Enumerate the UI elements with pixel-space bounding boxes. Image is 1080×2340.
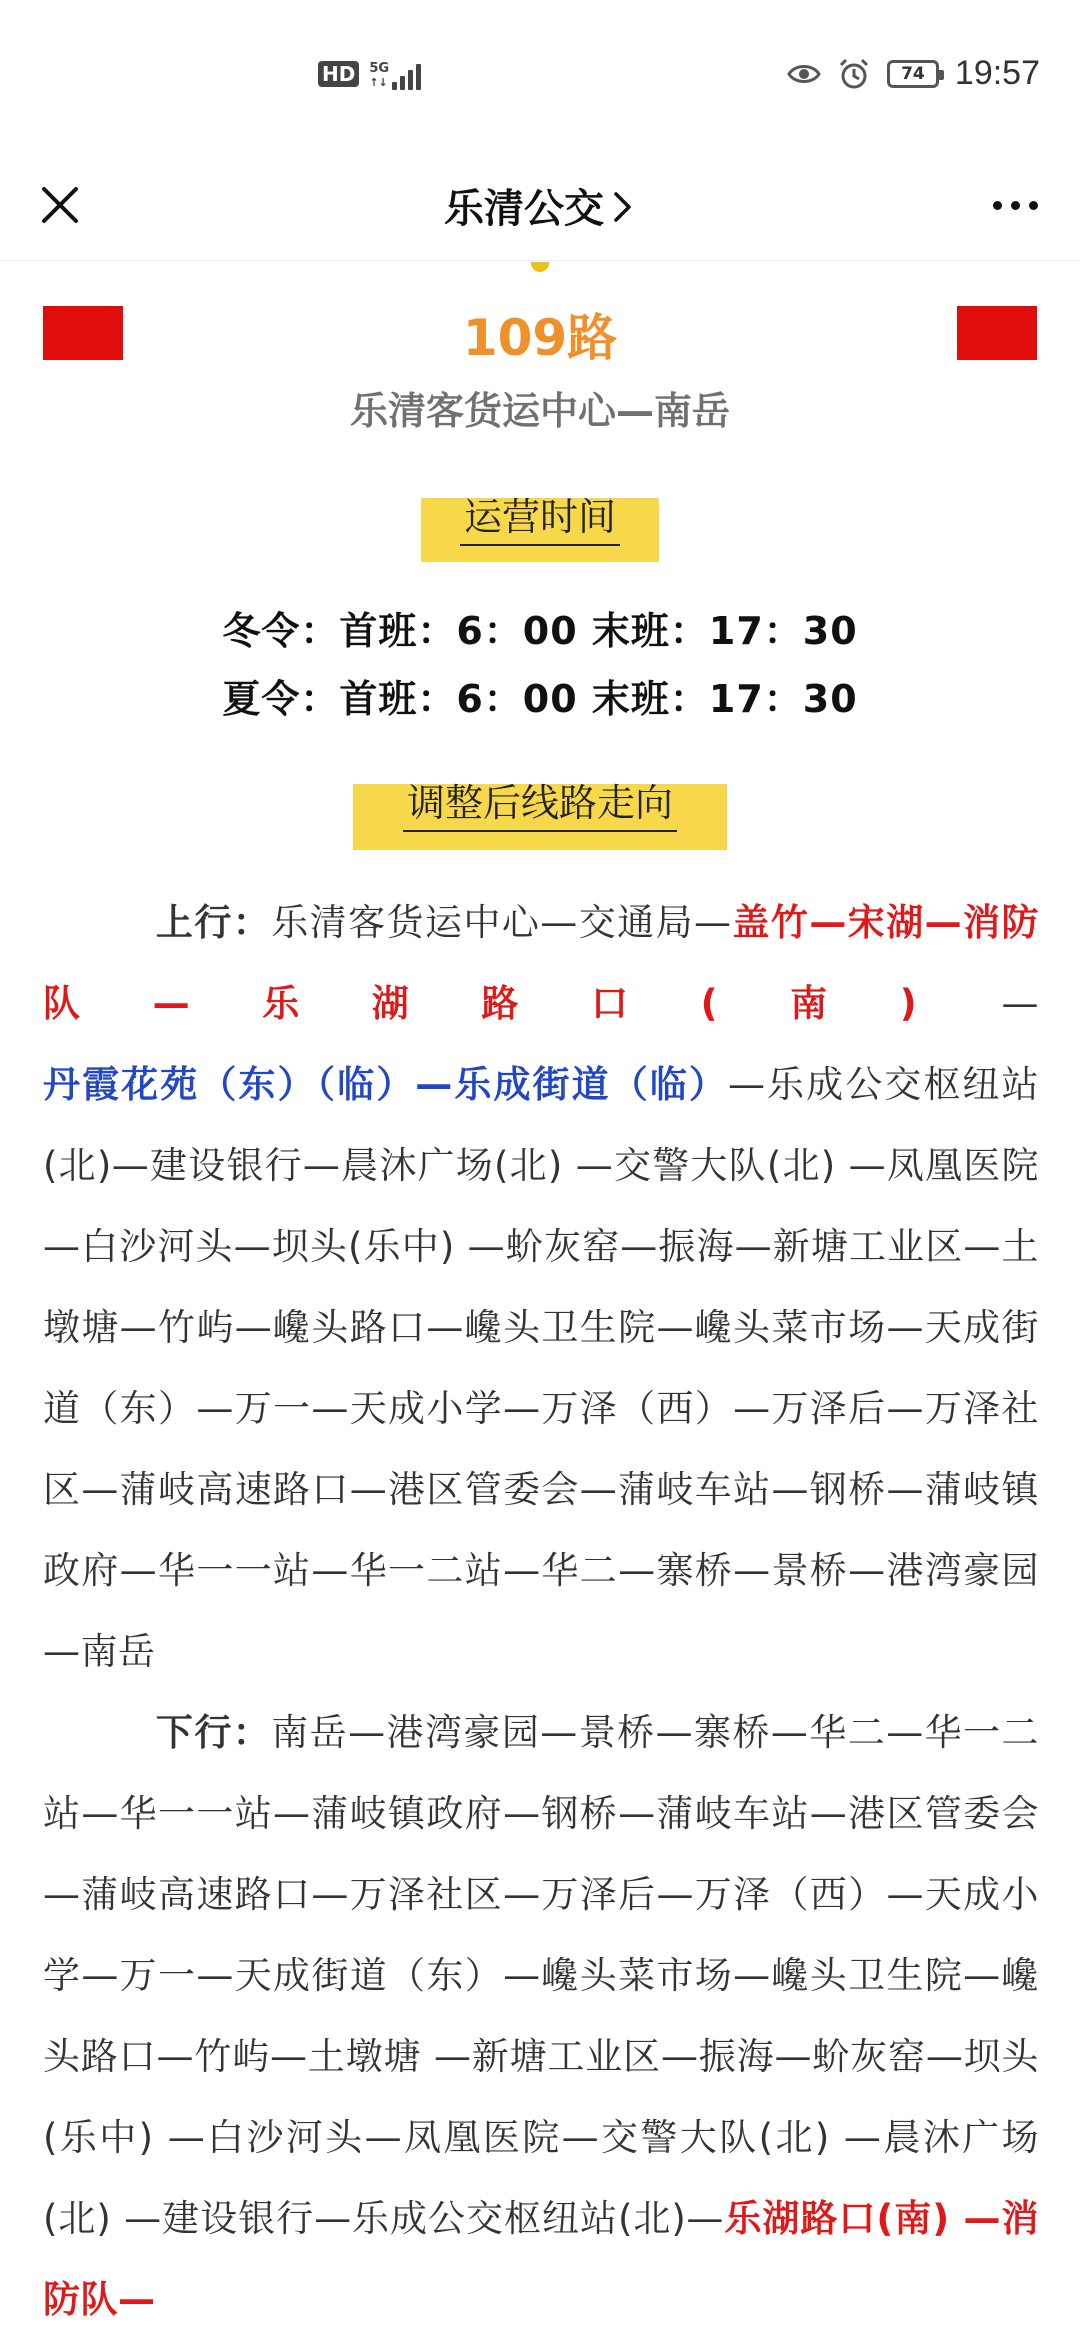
up-temp-stops-blue: 丹霞花苑（东）（临）—乐成街道（临） bbox=[43, 1063, 728, 1106]
status-left bbox=[318, 58, 421, 90]
up-new-stops-red: 盖竹—宋湖—消防队—乐湖路口(南) bbox=[43, 901, 1040, 1025]
decorative-dot bbox=[531, 262, 549, 272]
route-description bbox=[43, 882, 1039, 2340]
alarm-icon bbox=[837, 57, 871, 91]
route-section-label: 调整后线路走向 bbox=[353, 784, 727, 850]
status-right bbox=[787, 54, 1040, 93]
down-route: 下行：南岳—港湾豪园—景桥—寨桥—华二—华一二站—华一一站—蒲岐镇政府—钢桥—蒲岐车站—港区管委会—蒲岐高速路口—万泽社区—万泽后—万泽（西）—天成小学—万一—天成街道（东）—巉头菜市场—巉头卫生院—巉头路口—竹屿—土墩塘 —新塘工业区—振海—蚧灰窑—坝头(乐中) —白沙河头—凤凰医院—交警大队(北) —晨沐广场(北) —建设银行—乐成公交枢纽站(北)—乐湖路口(南) —消防队— bbox=[43, 1711, 1040, 2321]
hd-badge: HD bbox=[318, 61, 359, 87]
battery-level: 74 bbox=[901, 63, 925, 84]
winter-hours: 冬令：首班：6：00 末班：17：30 bbox=[222, 609, 858, 653]
route-span: 乐清客货运中心—南岳 bbox=[349, 389, 730, 433]
hours-section-label: 运营时间 bbox=[421, 498, 659, 562]
up-label: 上行： bbox=[155, 901, 272, 944]
status-bar bbox=[0, 0, 1080, 150]
down-label: 下行： bbox=[155, 1711, 272, 1754]
account-title-link[interactable] bbox=[0, 150, 1080, 260]
clock: 19:57 bbox=[954, 54, 1040, 92]
eye-icon bbox=[787, 57, 821, 91]
more-button[interactable] bbox=[980, 175, 1050, 235]
chevron-right-icon bbox=[610, 190, 636, 224]
down-new-stops-red: 乐湖路口(南) —消防队— bbox=[43, 2197, 1039, 2321]
route-number: 109路 bbox=[462, 309, 618, 367]
up-route: 上行：乐清客货运中心—交通局—盖竹—宋湖—消防队—乐湖路口(南) —丹霞花苑（东）（临）—乐成街道（临）—乐成公交枢纽站(北)—建设银行—晨沐广场(北) —交警大队(北) —凤凰医院—白沙河头—坝头(乐中) —蚧灰窑—振海—新塘工业区—土墩塘—竹屿—巉头路口—巉头卫生院—巉头菜市场—天成街道（东）—万一—天成小学—万泽（西）—万泽后—万泽社区—蒲岐高速路口—港区管委会—蒲岐车站—钢桥—蒲岐镇政府—华一一站—华一二站—华二—寨桥—景桥—港湾豪园—南岳 bbox=[43, 901, 1040, 1673]
more-dots-icon bbox=[993, 201, 1002, 210]
summer-hours: 夏令：首班：6：00 末班：17：30 bbox=[222, 677, 858, 721]
signal-icon: 5G ↑↓ bbox=[369, 58, 421, 90]
nav-title: 乐清公交 bbox=[444, 185, 604, 232]
network-type: 5G bbox=[369, 61, 390, 76]
battery-icon bbox=[887, 60, 939, 88]
nav-bar bbox=[0, 150, 1080, 261]
